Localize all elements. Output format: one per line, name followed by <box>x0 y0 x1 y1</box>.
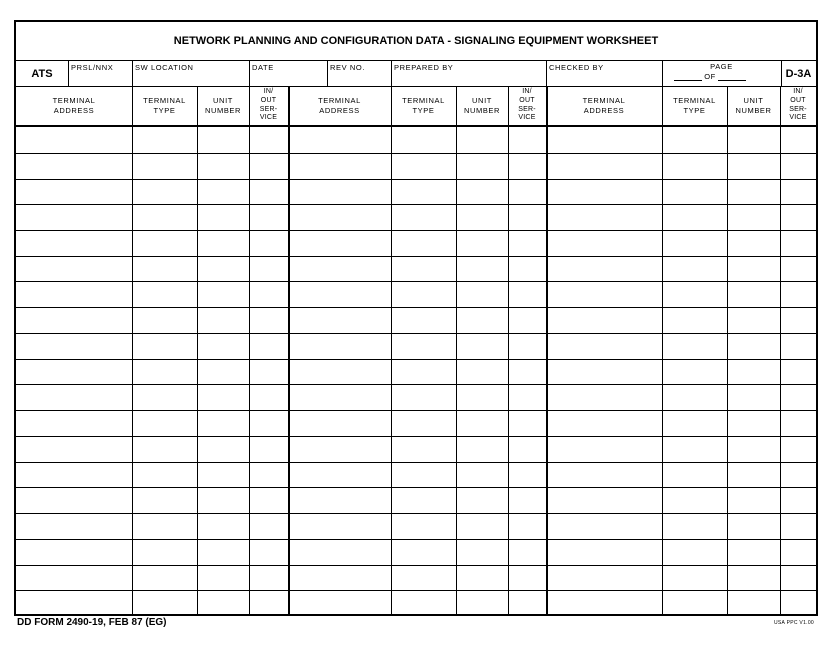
table-row <box>16 462 816 488</box>
table-cell[interactable] <box>547 488 662 513</box>
table-cell[interactable] <box>289 514 391 539</box>
table-cell[interactable] <box>781 385 816 410</box>
of-label: OF <box>704 72 716 81</box>
date-field[interactable]: DATE <box>252 63 274 72</box>
table-cell[interactable] <box>547 334 662 359</box>
table-cell[interactable] <box>457 488 508 513</box>
table-cell[interactable] <box>392 154 456 179</box>
table-cell[interactable] <box>17 591 132 616</box>
data-grid <box>16 125 816 616</box>
table-cell[interactable] <box>663 282 727 307</box>
table-cell[interactable] <box>17 437 132 462</box>
table-cell[interactable] <box>198 463 249 488</box>
table-cell[interactable] <box>198 128 249 153</box>
table-cell[interactable] <box>509 411 546 436</box>
table-cell[interactable] <box>457 385 508 410</box>
col-header-terminal-type: TERMINAL TYPE <box>402 95 445 115</box>
form-id <box>781 61 816 86</box>
table-cell[interactable] <box>289 308 391 333</box>
table-cell[interactable] <box>457 180 508 205</box>
header-divider <box>249 61 250 86</box>
table-cell[interactable] <box>509 360 546 385</box>
table-cell[interactable] <box>781 257 816 282</box>
table-cell[interactable] <box>547 154 662 179</box>
rev-no-field[interactable]: REV NO. <box>330 63 366 72</box>
worksheet-form <box>14 20 818 616</box>
table-cell[interactable] <box>17 334 132 359</box>
table-cell[interactable] <box>250 385 288 410</box>
column-divider <box>546 86 548 616</box>
table-cell[interactable] <box>457 205 508 230</box>
table-cell[interactable] <box>289 154 391 179</box>
col-header-unit-number: UNIT NUMBER <box>204 95 242 115</box>
table-cell[interactable] <box>728 488 780 513</box>
table-cell[interactable] <box>289 205 391 230</box>
table-row <box>16 179 816 205</box>
table-cell[interactable] <box>133 591 197 616</box>
table-cell[interactable] <box>17 282 132 307</box>
table-cell[interactable] <box>133 180 197 205</box>
table-cell[interactable] <box>289 257 391 282</box>
table-cell[interactable] <box>250 488 288 513</box>
table-cell[interactable] <box>547 437 662 462</box>
column-divider <box>662 86 663 616</box>
table-row <box>16 281 816 307</box>
table-cell[interactable] <box>457 282 508 307</box>
table-cell[interactable] <box>728 385 780 410</box>
table-cell[interactable] <box>663 566 727 591</box>
table-cell[interactable] <box>728 514 780 539</box>
table-cell[interactable] <box>457 231 508 256</box>
ats-text: ATS <box>31 67 53 80</box>
table-cell[interactable] <box>289 231 391 256</box>
table-cell[interactable] <box>457 360 508 385</box>
table-cell[interactable] <box>392 257 456 282</box>
table-cell[interactable] <box>509 282 546 307</box>
header-divider <box>391 61 392 86</box>
table-cell[interactable] <box>133 231 197 256</box>
table-cell[interactable] <box>509 385 546 410</box>
table-cell[interactable] <box>781 128 816 153</box>
table-cell[interactable] <box>509 540 546 565</box>
column-divider <box>456 86 457 616</box>
table-cell[interactable] <box>509 514 546 539</box>
table-cell[interactable] <box>663 591 727 616</box>
table-cell[interactable] <box>509 334 546 359</box>
table-cell[interactable] <box>133 205 197 230</box>
table-cell[interactable] <box>457 566 508 591</box>
table-cell[interactable] <box>198 540 249 565</box>
table-cell[interactable] <box>198 180 249 205</box>
table-cell[interactable] <box>250 231 288 256</box>
column-divider <box>391 86 392 616</box>
table-cell[interactable] <box>547 463 662 488</box>
table-row <box>16 127 816 153</box>
table-cell[interactable] <box>509 591 546 616</box>
table-cell[interactable] <box>781 411 816 436</box>
table-cell[interactable] <box>392 360 456 385</box>
table-cell[interactable] <box>17 231 132 256</box>
table-cell[interactable] <box>728 180 780 205</box>
table-cell[interactable] <box>547 385 662 410</box>
table-cell[interactable] <box>250 334 288 359</box>
table-cell[interactable] <box>198 360 249 385</box>
col-header-unit-number: UNIT NUMBER <box>463 95 501 115</box>
table-cell[interactable] <box>509 128 546 153</box>
table-cell[interactable] <box>728 282 780 307</box>
table-cell[interactable] <box>250 282 288 307</box>
table-cell[interactable] <box>198 437 249 462</box>
checked-by-field[interactable]: CHECKED BY <box>549 63 604 72</box>
table-row <box>16 333 816 359</box>
table-cell[interactable] <box>547 231 662 256</box>
table-row <box>16 359 816 385</box>
table-cell[interactable] <box>250 591 288 616</box>
table-cell[interactable] <box>392 566 456 591</box>
table-cell[interactable] <box>457 591 508 616</box>
header-divider <box>781 61 782 86</box>
table-cell[interactable] <box>250 566 288 591</box>
column-divider <box>508 86 509 616</box>
table-cell[interactable] <box>392 205 456 230</box>
col-header-in-out-service: IN/ OUT SER- VICE <box>259 88 278 122</box>
table-cell[interactable] <box>198 411 249 436</box>
table-cell[interactable] <box>250 437 288 462</box>
table-cell[interactable] <box>728 257 780 282</box>
table-cell[interactable] <box>250 128 288 153</box>
table-cell[interactable] <box>133 308 197 333</box>
table-cell[interactable] <box>781 514 816 539</box>
table-row <box>16 204 816 230</box>
table-cell[interactable] <box>289 566 391 591</box>
table-cell[interactable] <box>728 205 780 230</box>
header-divider <box>546 61 547 86</box>
table-cell[interactable] <box>392 540 456 565</box>
table-cell[interactable] <box>133 334 197 359</box>
table-cell[interactable] <box>663 231 727 256</box>
table-cell[interactable] <box>133 128 197 153</box>
table-cell[interactable] <box>198 308 249 333</box>
col-header-terminal-type: TERMINAL TYPE <box>143 95 186 115</box>
prsl-nnx-field[interactable]: PRSL/NNX <box>71 63 114 72</box>
col-header-in-out-service: IN/ OUT SER- VICE <box>789 88 807 122</box>
table-cell[interactable] <box>509 257 546 282</box>
table-cell[interactable] <box>392 180 456 205</box>
table-cell[interactable] <box>289 411 391 436</box>
table-cell[interactable] <box>289 360 391 385</box>
table-cell[interactable] <box>17 257 132 282</box>
table-cell[interactable] <box>17 566 132 591</box>
table-cell[interactable] <box>781 566 816 591</box>
table-cell[interactable] <box>392 488 456 513</box>
table-cell[interactable] <box>289 180 391 205</box>
page-field[interactable] <box>662 61 781 86</box>
table-cell[interactable] <box>509 231 546 256</box>
table-cell[interactable] <box>457 411 508 436</box>
col-header-in-out-service: IN/ OUT SER- VICE <box>518 88 536 122</box>
table-cell[interactable] <box>289 437 391 462</box>
table-cell[interactable] <box>728 540 780 565</box>
table-cell[interactable] <box>289 385 391 410</box>
table-cell[interactable] <box>509 488 546 513</box>
table-row <box>16 230 816 256</box>
table-cell[interactable] <box>133 488 197 513</box>
column-divider <box>288 86 290 616</box>
table-cell[interactable] <box>457 463 508 488</box>
table-cell[interactable] <box>17 205 132 230</box>
table-cell[interactable] <box>781 488 816 513</box>
table-cell[interactable] <box>133 411 197 436</box>
table-cell[interactable] <box>663 488 727 513</box>
table-row <box>16 307 816 333</box>
table-cell[interactable] <box>392 128 456 153</box>
table-cell[interactable] <box>392 385 456 410</box>
table-cell[interactable] <box>392 437 456 462</box>
table-cell[interactable] <box>392 591 456 616</box>
table-cell[interactable] <box>663 128 727 153</box>
table-row <box>16 487 816 513</box>
table-cell[interactable] <box>728 411 780 436</box>
table-cell[interactable] <box>250 154 288 179</box>
table-cell[interactable] <box>198 282 249 307</box>
table-cell[interactable] <box>198 514 249 539</box>
table-cell[interactable] <box>392 334 456 359</box>
ats-label <box>16 61 68 86</box>
table-cell[interactable] <box>781 180 816 205</box>
table-cell[interactable] <box>133 463 197 488</box>
table-cell[interactable] <box>133 257 197 282</box>
printer-code: USA PPC V1.00 <box>773 620 814 626</box>
table-cell[interactable] <box>250 411 288 436</box>
col-header-terminal-address: TERMINAL ADDRESS <box>318 95 361 115</box>
sw-location-field[interactable]: SW LOCATION <box>135 63 194 72</box>
table-cell[interactable] <box>781 360 816 385</box>
table-cell[interactable] <box>781 205 816 230</box>
table-cell[interactable] <box>781 308 816 333</box>
table-cell[interactable] <box>728 566 780 591</box>
table-cell[interactable] <box>728 154 780 179</box>
column-divider <box>249 86 250 616</box>
header-divider <box>662 61 663 86</box>
table-cell[interactable] <box>198 154 249 179</box>
table-cell[interactable] <box>250 257 288 282</box>
table-cell[interactable] <box>17 360 132 385</box>
table-cell[interactable] <box>547 360 662 385</box>
table-cell[interactable] <box>509 566 546 591</box>
table-cell[interactable] <box>250 540 288 565</box>
table-row <box>16 436 816 462</box>
table-cell[interactable] <box>198 205 249 230</box>
table-cell[interactable] <box>198 231 249 256</box>
header-divider <box>132 61 133 86</box>
table-cell[interactable] <box>133 566 197 591</box>
table-cell[interactable] <box>663 180 727 205</box>
table-cell[interactable] <box>547 591 662 616</box>
table-cell[interactable] <box>392 308 456 333</box>
column-divider <box>780 86 781 616</box>
table-cell[interactable] <box>728 308 780 333</box>
table-cell[interactable] <box>457 308 508 333</box>
table-cell[interactable] <box>457 334 508 359</box>
table-cell[interactable] <box>17 308 132 333</box>
page-total-line <box>718 80 746 81</box>
table-cell[interactable] <box>781 334 816 359</box>
table-cell[interactable] <box>781 437 816 462</box>
table-cell[interactable] <box>289 540 391 565</box>
table-cell[interactable] <box>781 231 816 256</box>
table-cell[interactable] <box>17 180 132 205</box>
table-cell[interactable] <box>728 591 780 616</box>
table-cell[interactable] <box>198 385 249 410</box>
table-cell[interactable] <box>509 308 546 333</box>
table-cell[interactable] <box>547 566 662 591</box>
table-cell[interactable] <box>728 231 780 256</box>
table-cell[interactable] <box>133 514 197 539</box>
table-cell[interactable] <box>198 591 249 616</box>
column-divider <box>132 86 133 616</box>
table-cell[interactable] <box>198 257 249 282</box>
table-cell[interactable] <box>509 437 546 462</box>
table-cell[interactable] <box>547 282 662 307</box>
table-cell[interactable] <box>663 205 727 230</box>
table-cell[interactable] <box>728 463 780 488</box>
table-cell[interactable] <box>547 128 662 153</box>
table-row <box>16 410 816 436</box>
table-row <box>16 513 816 539</box>
column-divider <box>727 86 728 616</box>
table-cell[interactable] <box>250 360 288 385</box>
table-cell[interactable] <box>250 180 288 205</box>
table-cell[interactable] <box>198 566 249 591</box>
prepared-by-field[interactable]: PREPARED BY <box>394 63 454 72</box>
table-cell[interactable] <box>289 128 391 153</box>
table-cell[interactable] <box>250 205 288 230</box>
table-cell[interactable] <box>392 463 456 488</box>
table-cell[interactable] <box>250 514 288 539</box>
table-cell[interactable] <box>17 154 132 179</box>
table-cell[interactable] <box>781 591 816 616</box>
col-header-unit-number: UNIT NUMBER <box>735 95 772 115</box>
table-cell[interactable] <box>728 437 780 462</box>
table-cell[interactable] <box>392 282 456 307</box>
form-title: NETWORK PLANNING AND CONFIGURATION DATA - SIGNALING EQUIPMENT WORKSHEET <box>16 22 816 61</box>
table-cell[interactable] <box>728 334 780 359</box>
table-cell[interactable] <box>663 308 727 333</box>
table-cell[interactable] <box>392 514 456 539</box>
table-cell[interactable] <box>663 257 727 282</box>
table-cell[interactable] <box>392 411 456 436</box>
table-cell[interactable] <box>198 488 249 513</box>
col-header-terminal-address: TERMINAL ADDRESS <box>52 95 96 115</box>
table-row <box>16 256 816 282</box>
table-cell[interactable] <box>547 308 662 333</box>
table-cell[interactable] <box>289 282 391 307</box>
table-cell[interactable] <box>17 411 132 436</box>
table-cell[interactable] <box>457 437 508 462</box>
table-cell[interactable] <box>547 180 662 205</box>
table-cell[interactable] <box>781 463 816 488</box>
table-cell[interactable] <box>17 463 132 488</box>
header-divider <box>68 61 69 86</box>
table-cell[interactable] <box>663 360 727 385</box>
table-cell[interactable] <box>17 514 132 539</box>
table-cell[interactable] <box>198 334 249 359</box>
table-cell[interactable] <box>781 154 816 179</box>
table-cell[interactable] <box>663 411 727 436</box>
table-cell[interactable] <box>547 514 662 539</box>
table-cell[interactable] <box>663 385 727 410</box>
column-divider <box>197 86 198 616</box>
table-cell[interactable] <box>781 540 816 565</box>
table-cell[interactable] <box>457 154 508 179</box>
table-cell[interactable] <box>547 540 662 565</box>
table-cell[interactable] <box>663 437 727 462</box>
table-cell[interactable] <box>250 463 288 488</box>
table-cell[interactable] <box>17 128 132 153</box>
table-cell[interactable] <box>509 205 546 230</box>
table-cell[interactable] <box>133 282 197 307</box>
table-cell[interactable] <box>289 488 391 513</box>
table-cell[interactable] <box>457 514 508 539</box>
table-cell[interactable] <box>728 128 780 153</box>
header-divider <box>327 61 328 86</box>
table-cell[interactable] <box>547 257 662 282</box>
table-cell[interactable] <box>457 257 508 282</box>
table-cell[interactable] <box>547 205 662 230</box>
table-cell[interactable] <box>133 360 197 385</box>
table-row <box>16 153 816 179</box>
table-row <box>16 590 816 616</box>
form-id-text: D-3A <box>785 67 812 80</box>
table-row <box>16 565 816 591</box>
page-label: PAGE <box>710 62 733 71</box>
table-cell[interactable] <box>289 463 391 488</box>
table-cell[interactable] <box>663 540 727 565</box>
table-row <box>16 384 816 410</box>
table-cell[interactable] <box>250 308 288 333</box>
table-cell[interactable] <box>289 591 391 616</box>
table-cell[interactable] <box>17 540 132 565</box>
table-cell[interactable] <box>133 540 197 565</box>
page-number-line <box>674 80 702 81</box>
table-cell[interactable] <box>17 385 132 410</box>
form-number: DD FORM 2490-19, FEB 87 (EG) <box>17 617 167 628</box>
table-cell[interactable] <box>509 154 546 179</box>
table-cell[interactable] <box>289 334 391 359</box>
col-header-terminal-type: TERMINAL TYPE <box>673 95 716 115</box>
table-cell[interactable] <box>663 154 727 179</box>
table-cell[interactable] <box>457 128 508 153</box>
table-cell[interactable] <box>663 334 727 359</box>
table-cell[interactable] <box>17 488 132 513</box>
table-row <box>16 539 816 565</box>
table-cell[interactable] <box>781 282 816 307</box>
table-cell[interactable] <box>133 154 197 179</box>
table-cell[interactable] <box>392 231 456 256</box>
table-cell[interactable] <box>509 180 546 205</box>
table-cell[interactable] <box>547 411 662 436</box>
table-cell[interactable] <box>133 385 197 410</box>
table-cell[interactable] <box>509 463 546 488</box>
table-cell[interactable] <box>663 514 727 539</box>
table-cell[interactable] <box>728 360 780 385</box>
table-cell[interactable] <box>457 540 508 565</box>
col-header-terminal-address: TERMINAL ADDRESS <box>582 95 626 115</box>
table-cell[interactable] <box>663 463 727 488</box>
table-cell[interactable] <box>133 437 197 462</box>
